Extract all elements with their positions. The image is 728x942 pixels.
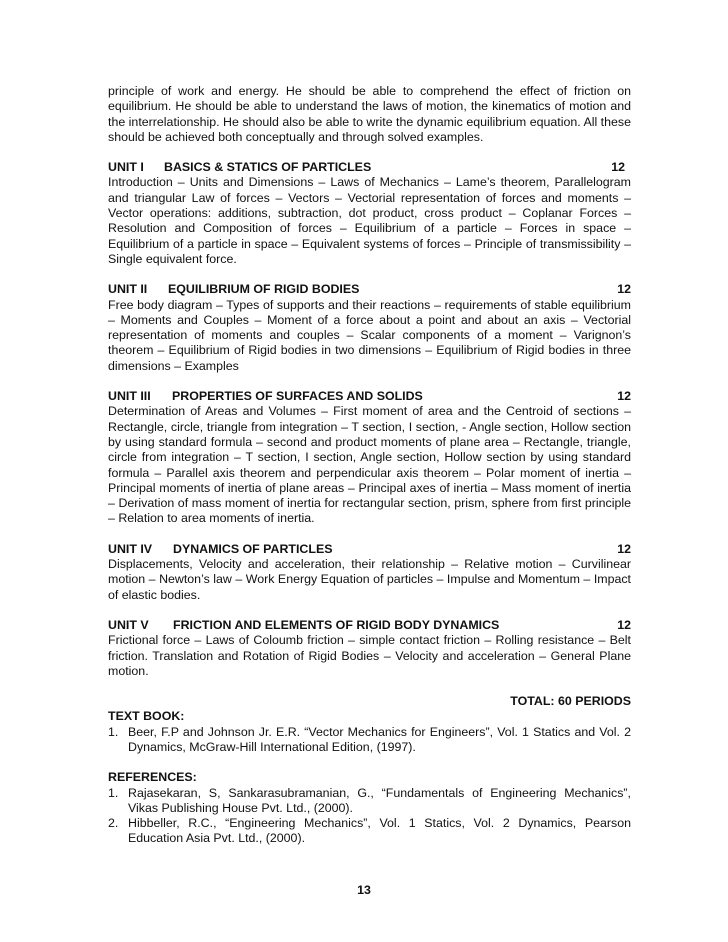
unit-heading [108, 618, 631, 633]
unit-hours: 12 [617, 617, 631, 632]
list-number: 2. [108, 816, 119, 831]
unit-hours: 12 [617, 389, 631, 404]
list-number: 1. [108, 785, 119, 800]
unit-1 [108, 160, 631, 267]
list-text: Hibbeller, R.C., “Engineering Mechanics”, Vol. 1 Statics, Vol. 2 Dynamics, Pearson Education Asia Pvt. Ltd., (2000). [128, 816, 631, 846]
unit-body: Displacements, Velocity and acceleration, their relationship – Relative motion – Curvilinear motion – Newton’s law – Work Energy Equation of particles – Impulse and Momentum – Impact of elastic bodies. [108, 557, 631, 602]
document-page [108, 84, 631, 847]
textbook-title: TEXT BOOK: [108, 709, 185, 724]
unit-heading [108, 160, 631, 175]
list-item [108, 816, 631, 847]
total-periods: TOTAL: 60 PERIODS [510, 694, 631, 709]
unit-title: DYNAMICS OF PARTICLES [173, 541, 333, 556]
list-item [108, 725, 631, 756]
page-number: 13 [357, 883, 371, 897]
unit-hours: 12 [617, 541, 631, 556]
list-text: Beer, F.P and Johnson Jr. E.R. “Vector Mechanics for Engineers”, Vol. 1 Statics and Vol. 2 Dynamics, McGraw-Hill International Edition, (1997). [128, 724, 631, 754]
unit-heading [108, 542, 631, 557]
unit-number: UNIT V [108, 617, 149, 632]
unit-3 [108, 389, 631, 527]
unit-body: Free body diagram – Types of supports and their reactions – requirements of stable equilibrium – Moments and Couples – Moment of a force about a point and about an axis – Vectorial representation of moments and couples – Scalar components of a moment – Varignon’s theorem – Equilibrium of Rigid bodies in two dimensions – Equilibrium of Rigid bodies in three dimensions – Examples [108, 297, 631, 373]
unit-body: Determination of Areas and Volumes – First moment of area and the Centroid of sections – Rectangle, circle, triangle from integration – T section, I section, - Angle section, Hollow section by using standard formula – second and product moments of plane area – Rectangle, triangle, circle from integration – T section, I section, Angle section, Hollow section by using standard formula – Parallel axis theorem and perpendicular axis theorem – Polar moment of inertia – Principal moments of inertia of plane areas – Principal axes of inertia – Mass moment of inertia – Derivation of mass moment of inertia for rectangular section, prism, sphere from first principle – Relation to area moments of inertia. [108, 404, 631, 526]
unit-4 [108, 542, 631, 603]
unit-heading [108, 389, 631, 404]
unit-hours: 12 [617, 282, 631, 297]
unit-body: Frictional force – Laws of Coloumb friction – simple contact friction – Rolling resistance – Belt friction. Translation and Rotation of Rigid Bodies – Velocity and acceleration – General Plane motion. [108, 633, 631, 678]
unit-heading [108, 282, 631, 297]
unit-5 [108, 618, 631, 679]
unit-title: BASICS & STATICS OF PARTICLES [164, 160, 372, 175]
unit-number: UNIT IV [108, 541, 153, 556]
references-title: REFERENCES: [108, 770, 197, 785]
unit-number: UNIT III [108, 389, 151, 404]
list-item [108, 786, 631, 817]
textbook-section [108, 709, 631, 755]
unit-body: Introduction – Units and Dimensions – Laws of Mechanics – Lame’s theorem, Parallelogram and triangular Law of forces – Vectors – Vectorial representation of forces and moments – Vector operations: additions, subtraction, dot product, cross product – Coplanar Forces – Resolution and Composition of forces – Equilibrium of a particle – Forces in space – Equilibrium of a particle in space – Equivalent systems of forces – Principle of transmissibility – Single equivalent force. [108, 175, 631, 266]
list-text: Rajasekaran, S, Sankarasubramanian, G., “Fundamentals of Engineering Mechanics”, Vikas Publishing House Pvt. Ltd., (2000). [128, 785, 631, 815]
list-number: 1. [108, 724, 119, 739]
unit-title: PROPERTIES OF SURFACES AND SOLIDS [172, 389, 423, 404]
unit-number: UNIT II [108, 282, 148, 297]
intro-paragraph: principle of work and energy. He should be able to comprehend the effect of friction on equilibrium. He should be able to understand the laws of motion, the kinematics of motion and the interrelationship. He should also be able to write the dynamic equilibrium equation. All these should be achieved both conceptually and through solved examples. [108, 84, 631, 144]
unit-title: EQUILIBRIUM OF RIGID BODIES [168, 282, 360, 297]
unit-hours: 12 [611, 160, 625, 175]
references-section [108, 770, 631, 846]
unit-2 [108, 282, 631, 374]
unit-number: UNIT I [108, 160, 144, 175]
unit-title: FRICTION AND ELEMENTS OF RIGID BODY DYNAMICS [173, 617, 500, 632]
